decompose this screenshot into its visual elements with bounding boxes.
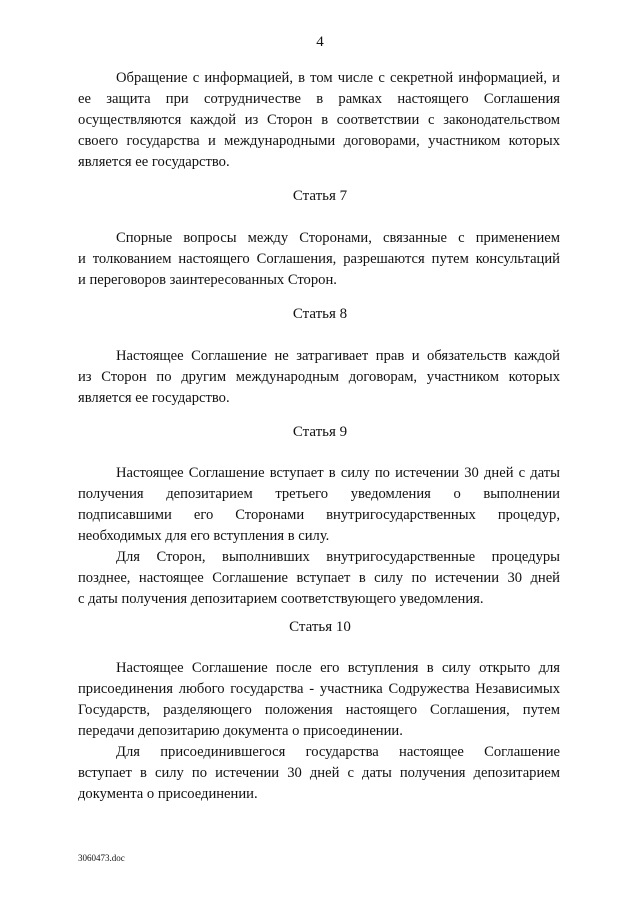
text-line: Спорные вопросы между Сторонами, связанные с применением bbox=[116, 230, 560, 246]
text-line: получения депозитарием третьего уведомления о выполнении bbox=[78, 486, 560, 502]
text-line: из Сторон по другим международным договорам, участником которых bbox=[78, 369, 560, 385]
text-line: Настоящее Соглашение не затрагивает прав и обязательств каждой bbox=[116, 348, 560, 364]
text-line: необходимых для его вступления в силу. bbox=[78, 528, 330, 544]
text-line: Обращение с информацией, в том числе с секретной информацией, и bbox=[116, 70, 560, 86]
text-line: является ее государство. bbox=[78, 154, 230, 170]
text-line: с даты получения депозитарием соответствующего уведомления. bbox=[78, 591, 484, 607]
article-9-heading: Статья 9 bbox=[292, 424, 348, 440]
text-line: является ее государство. bbox=[78, 390, 230, 406]
article-7-heading: Статья 7 bbox=[292, 188, 348, 204]
text-line: подписавшими его Сторонами внутригосударственных процедур, bbox=[78, 507, 560, 523]
text-line: своего государства и международными договорами, участником которых bbox=[78, 133, 560, 149]
text-line: и толкованием настоящего Соглашения, разрешаются путем консультаций bbox=[78, 251, 560, 267]
document-filename-footer: 3060473.doc bbox=[78, 853, 125, 863]
text-line: осуществляются каждой из Сторон в соответствии с законодательством bbox=[78, 112, 560, 128]
text-line: Для присоединившегося государства настоящее Соглашение bbox=[116, 744, 560, 760]
text-line: документа о присоединении. bbox=[78, 786, 258, 802]
text-line: Государств, разделяющего положения настоящего Соглашения, путем bbox=[78, 702, 560, 718]
page-number: 4 bbox=[316, 34, 324, 50]
text-line: передачи депозитарию документа о присоединении. bbox=[78, 723, 403, 739]
text-line: ее защита при сотрудничестве в рамках настоящего Соглашения bbox=[78, 91, 560, 107]
text-line: Настоящее Соглашение вступает в силу по истечении 30 дней с даты bbox=[116, 465, 560, 481]
text-line: позднее, настоящее Соглашение вступает в силу по истечении 30 дней bbox=[78, 570, 560, 586]
text-line: присоединения любого государства - участника Содружества Независимых bbox=[78, 681, 560, 697]
text-line: и переговоров заинтересованных Сторон. bbox=[78, 272, 337, 288]
article-8-heading: Статья 8 bbox=[292, 306, 348, 322]
article-10-heading: Статья 10 bbox=[289, 619, 351, 635]
text-line: вступает в силу по истечении 30 дней с даты получения депозитарием bbox=[78, 765, 560, 781]
text-line: Для Сторон, выполнивших внутригосударственные процедуры bbox=[116, 549, 560, 565]
text-line: Настоящее Соглашение после его вступления в силу открыто для bbox=[116, 660, 560, 676]
